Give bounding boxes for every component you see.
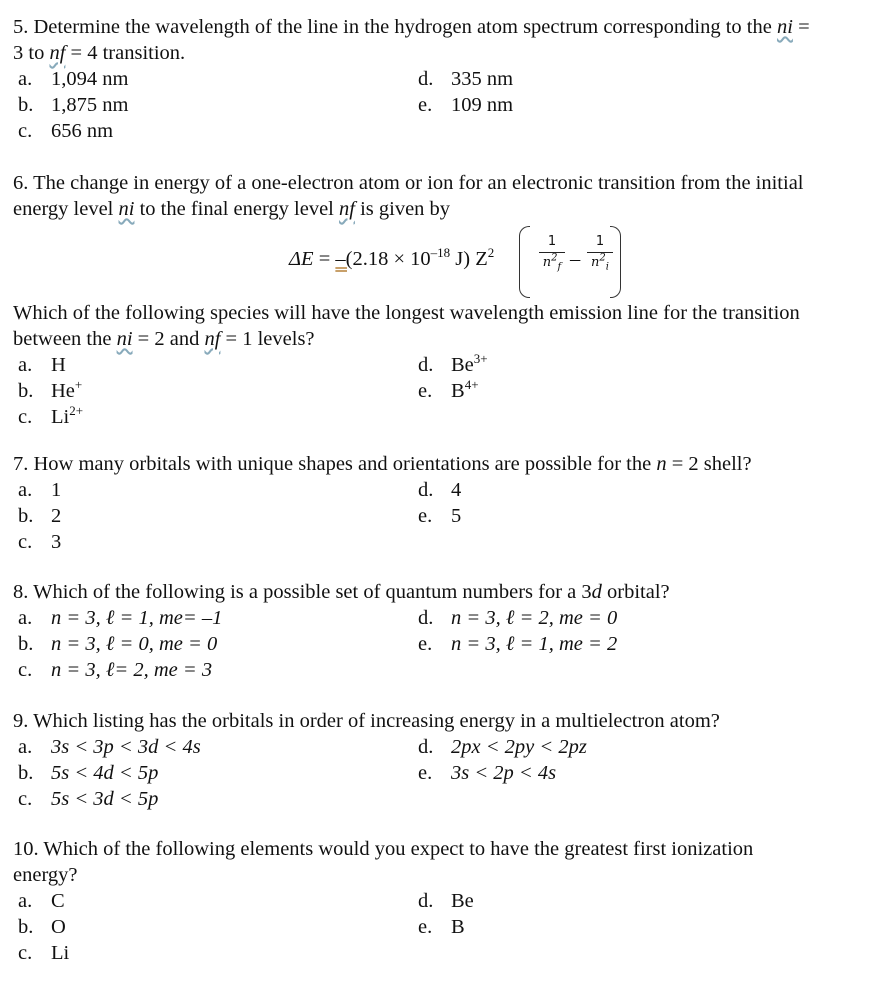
option-c[interactable]: c. n = 3, ℓ= 2, me = 3 [18, 659, 213, 681]
question-10-stem: 10. Which of the following elements would you expect to have the greatest first ionization energy? [13, 838, 754, 886]
energy-formula [13, 226, 883, 298]
option-c[interactable]: c. $Li^{2+}$ [18, 403, 84, 428]
option-a[interactable]: a. 3s < 3p < 3d < 4s [18, 736, 201, 758]
option-d[interactable]: d. Be [418, 890, 474, 912]
option-d[interactable]: d. 2px < 2py < 2pz [418, 736, 587, 758]
option-a[interactable]: a. n = 3, ℓ = 1, me= –1 [18, 607, 223, 629]
option-c[interactable]: c. 656 nm [18, 120, 114, 142]
question-5-stem: 5. Determine the wavelength of the line in the hydrogen atom spectrum corresponding to the ni = 3 to nf = 4 transition. [13, 16, 810, 64]
option-b[interactable]: b. He+ [18, 377, 83, 402]
formula-minus: – [570, 248, 581, 270]
option-c[interactable]: c. Li [18, 942, 70, 964]
right-paren [610, 226, 621, 298]
question-10 [13, 836, 883, 966]
question-7-stem: 7. How many orbitals with unique shapes and orientations are possible for the n = 2 shell? [13, 453, 752, 475]
question-6-question: Which of the following species will have the longest wavelength emission line for the transition between the ni = 2 and nf = 1 levels? [13, 302, 800, 350]
left-paren [519, 226, 530, 298]
formula-lhs: $\Delta E = -(2.18 \times 10^{-18}$ J) $Z^2$ [289, 245, 495, 270]
option-e[interactable]: e. n = 3, ℓ = 1, me = 2 [418, 633, 618, 655]
option-a[interactable]: a. 1,094 nm [18, 68, 129, 90]
question-7 [13, 451, 883, 555]
option-c[interactable]: c. 5s < 3d < 5p [18, 788, 159, 810]
question-9-stem: 9. Which listing has the orbitals in order of increasing energy in a multielectron atom? [13, 710, 720, 732]
option-d[interactable]: d. $Be^{3+}$ [418, 351, 488, 376]
option-b[interactable]: b. n = 3, ℓ = 0, me = 0 [18, 633, 218, 655]
question-8-options [13, 605, 883, 683]
option-d[interactable]: d. n = 3, ℓ = 2, me = 0 [418, 607, 618, 629]
option-a[interactable]: a. H [18, 354, 66, 376]
question-8-stem: 8. Which of the following is a possible set of quantum numbers for a 3d orbital? [13, 581, 670, 603]
option-d[interactable]: d. 4 [418, 479, 462, 501]
option-b[interactable]: b. 5s < 4d < 5p [18, 762, 159, 784]
question-9-options [13, 734, 883, 812]
question-5 [13, 14, 883, 144]
option-e[interactable]: e. 5 [418, 505, 462, 527]
option-d[interactable]: d. 335 nm [418, 68, 514, 90]
fraction-initial: 1 $n^2_i$ [587, 234, 613, 271]
option-a[interactable]: a. C [18, 890, 65, 912]
option-e[interactable]: e. 109 nm [418, 94, 514, 116]
option-b[interactable]: b. 2 [18, 505, 62, 527]
option-e[interactable]: e. B [418, 916, 465, 938]
question-7-options [13, 477, 883, 555]
fraction-final: 1 $n^2_f$ [539, 234, 565, 271]
question-8 [13, 579, 883, 683]
option-e[interactable]: e. $B^{4+}$ [418, 377, 479, 402]
question-9 [13, 708, 883, 812]
option-e[interactable]: e. 3s < 2p < 4s [418, 762, 557, 784]
question-6-options [13, 352, 883, 430]
option-c[interactable]: c. 3 [18, 531, 62, 553]
question-10-options [13, 888, 883, 966]
option-b[interactable]: b. O [18, 916, 66, 938]
question-5-options [13, 66, 883, 144]
question-6 [13, 170, 883, 430]
option-b[interactable]: b. 1,875 nm [18, 94, 129, 116]
option-a[interactable]: a. 1 [18, 479, 62, 501]
question-6-stem: 6. The change in energy of a one-electron atom or ion for an electronic transition from the initial energy level ni to the final energy level nf is given by [13, 172, 804, 220]
